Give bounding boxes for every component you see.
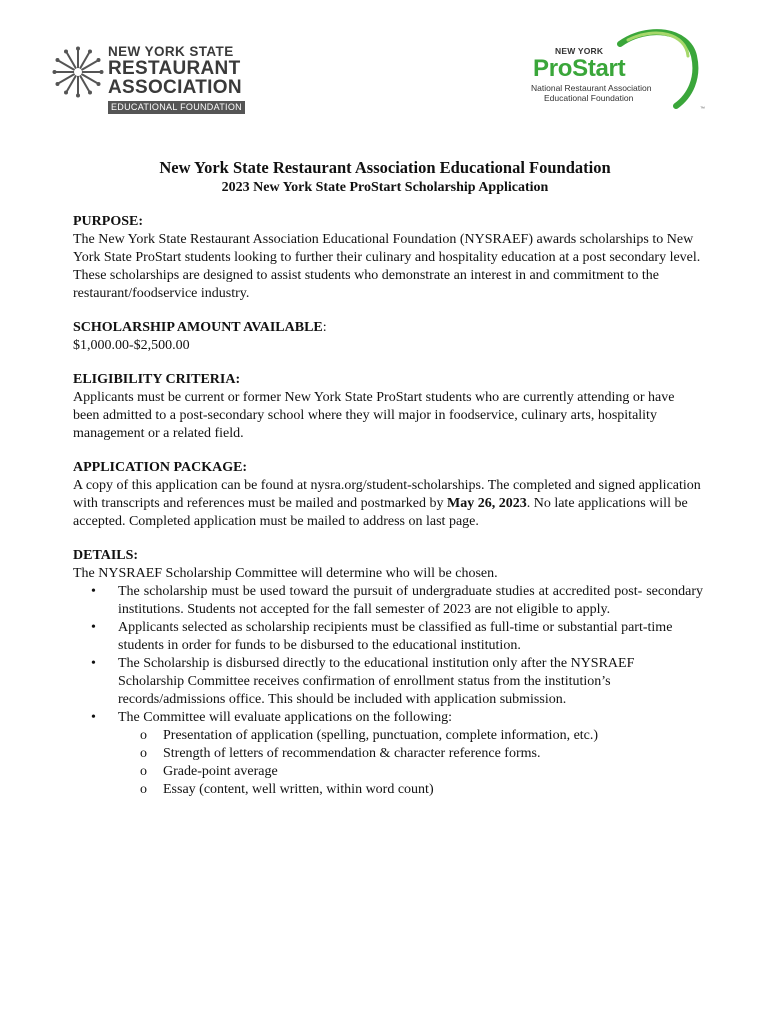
details-bullet: The Committee will evaluate applications on the following: — [118, 710, 452, 725]
amount-section — [73, 319, 703, 355]
package-text — [73, 477, 703, 531]
details-bullet: • Applicants selected as scholarship recipients must be classified as full-time or substantial part-time students in order for funds to be disbursed to the educational institution. — [73, 619, 703, 655]
details-bullet-list — [73, 583, 703, 799]
package-section — [73, 459, 703, 531]
evaluation-sublist — [118, 727, 703, 799]
amount-heading: SCHOLARSHIP AMOUNT AVAILABLE — [73, 320, 323, 335]
prostart-logo — [528, 26, 718, 114]
prostart-logo-sub1: National Restaurant Association — [531, 83, 652, 93]
eligibility-heading: ELIGIBILITY CRITERIA: — [73, 372, 241, 387]
package-heading: APPLICATION PACKAGE: — [73, 460, 248, 475]
details-intro: The NYSRAEF Scholarship Committee will determine who will be chosen. — [73, 566, 498, 581]
evaluation-item: o Grade-point average — [118, 763, 703, 781]
package-text-before: A copy of this application can be found at nysra.org/student-scholarships. The completed and signed application with transcripts and references must be mailed and postmarked by — [73, 478, 701, 511]
amount-heading-colon: : — [322, 320, 327, 335]
nysra-logo-line4: EDUCATIONAL FOUNDATION — [108, 101, 245, 114]
document-body — [73, 213, 703, 815]
purpose-heading: PURPOSE: — [73, 214, 143, 229]
starburst-icon — [52, 46, 104, 98]
purpose-text: The New York State Restaurant Association Educational Foundation (NYSRAEF) awards scholarships to New York State ProStart students looking to further their culinary and hospitality education at a post secondary level. These scholarships are designed to assist students who demonstrate an interest in and commitment to the restaurant/foodservice industry. — [73, 232, 701, 301]
details-bullet-with-sublist — [73, 709, 703, 799]
package-deadline: May 26, 2023 — [447, 496, 527, 511]
prostart-logo-sub2: Educational Foundation — [544, 93, 634, 103]
package-text-after: . No late applications will be accepted. Completed application must be mailed to address on last page. — [73, 496, 688, 529]
details-heading: DETAILS: — [73, 548, 139, 563]
eligibility-text: Applicants must be current or former New York State ProStart students who are currently attending or have been admitted to a post-secondary school where they will major in foodservice, culinary arts, hospitality management or a related field. — [73, 390, 675, 441]
prostart-logo-line1: NEW YORK — [555, 46, 604, 56]
evaluation-item: o Presentation of application (spelling, punctuation, complete information, etc.) — [118, 727, 703, 745]
nysra-logo — [52, 44, 252, 114]
evaluation-item: o Strength of letters of recommendation & character reference forms. — [118, 745, 703, 763]
purpose-section — [73, 213, 703, 303]
eligibility-section — [73, 371, 703, 443]
nysra-logo-line1: NEW YORK STATE — [108, 44, 234, 59]
nysra-logo-line2: RESTAURANT — [108, 58, 241, 79]
svg-text:™: ™ — [700, 106, 705, 112]
document-subtitle: 2023 New York State ProStart Scholarship Application — [221, 180, 549, 195]
details-section — [73, 547, 703, 799]
evaluation-item: o Essay (content, well written, within word count) — [118, 781, 703, 799]
amount-text: $1,000.00-$2,500.00 — [73, 338, 190, 353]
nysra-logo-line3: ASSOCIATION — [108, 77, 242, 98]
details-bullet: • The Scholarship is disbursed directly to the educational institution only after the NYSRAEF Scholarship Committee receives confirmation of enrollment status from the institution’s records/admissions office. This should be included with application submission. — [73, 655, 703, 709]
prostart-logo-brand: ProStart — [533, 55, 626, 82]
document-title: New York State Restaurant Association Educational Foundation — [159, 158, 611, 177]
details-bullet: • The scholarship must be used toward the pursuit of undergraduate studies at accredited post- secondary institutions. Students not accepted for the fall semester of 2023 are not eligible to apply. — [73, 583, 703, 619]
